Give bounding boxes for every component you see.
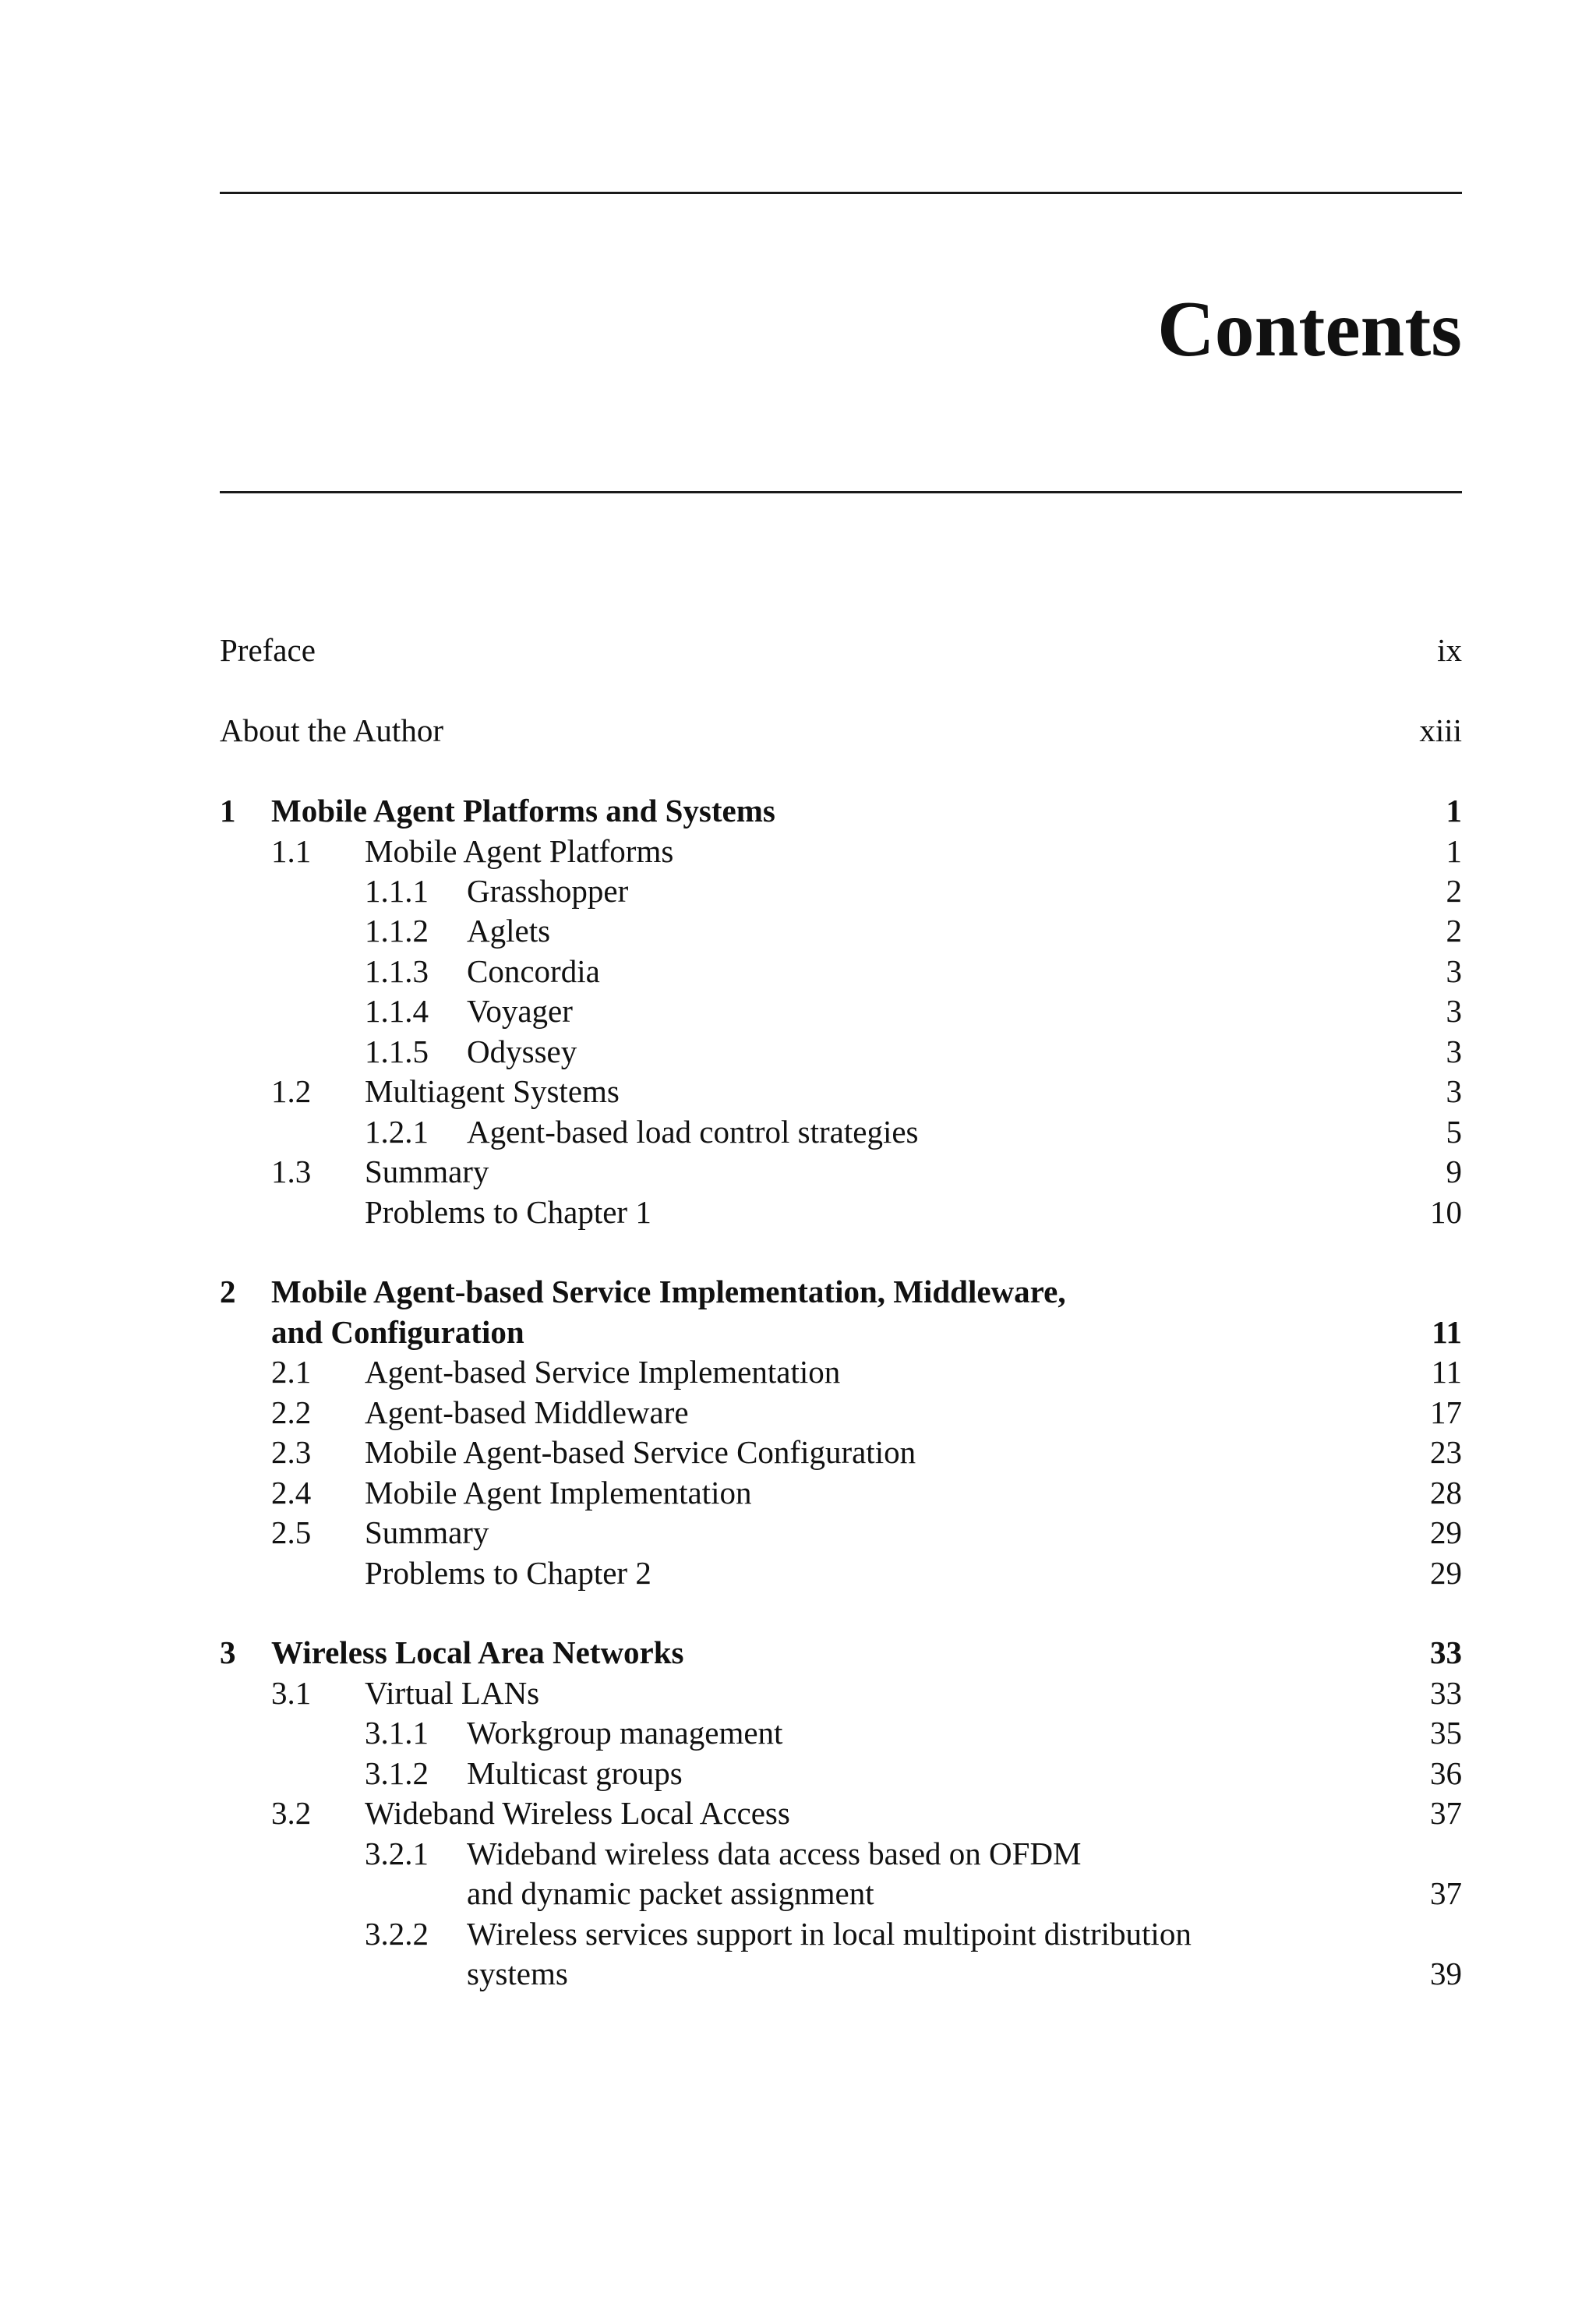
toc-entry-page: 37 <box>1430 1795 1462 1831</box>
table-of-contents <box>220 0 1462 2318</box>
toc-entry-page: 5 <box>1446 1114 1462 1150</box>
toc-entry-text: Grasshopper <box>467 873 629 909</box>
toc-entry-text: Summary <box>365 1154 489 1189</box>
toc-entry-page: 3 <box>1446 1034 1462 1069</box>
toc-entry-number: 1.1.1 <box>365 873 429 909</box>
toc-entry-text: Summary <box>365 1514 489 1550</box>
toc-entry-number: 2.4 <box>271 1475 312 1511</box>
toc-entry-number: 3.2 <box>271 1795 312 1831</box>
toc-entry-number: 2 <box>220 1274 236 1309</box>
toc-entry-text: Mobile Agent Platforms <box>365 833 674 869</box>
toc-entry-number: 2.1 <box>271 1354 312 1390</box>
toc-subsection-continuation[interactable] <box>220 1953 1462 1994</box>
toc-entry-page: 2 <box>1446 913 1462 949</box>
toc-subsection[interactable] <box>220 1753 1462 1793</box>
toc-entry-number: 3.2.2 <box>365 1916 429 1952</box>
toc-entry-text: Wideband wireless data access based on OFDM <box>467 1836 1082 1871</box>
toc-entry-page: 3 <box>1446 993 1462 1029</box>
toc-entry-text: Aglets <box>467 913 551 949</box>
toc-entry-page: 33 <box>1430 1634 1462 1670</box>
toc-entry-page: 35 <box>1430 1715 1462 1751</box>
toc-chapter-3[interactable] <box>220 1632 1462 1673</box>
toc-entry-text: Mobile Agent Implementation <box>365 1475 752 1511</box>
toc-entry-number: 1.2.1 <box>365 1114 429 1150</box>
toc-entry-page: 1 <box>1446 833 1462 869</box>
toc-entry-number: 1 <box>220 793 236 829</box>
toc-entry-number: 3 <box>220 1634 236 1670</box>
toc-entry-page: 11 <box>1432 1314 1462 1350</box>
toc-entry-about-author[interactable] <box>220 710 1462 751</box>
toc-entry-number: 2.5 <box>271 1514 312 1550</box>
toc-entry-text: Mobile Agent-based Service Configuration <box>365 1434 916 1470</box>
toc-entry-text: Agent-based load control strategies <box>467 1114 919 1150</box>
toc-subsection[interactable] <box>220 951 1462 991</box>
toc-entry-text: and dynamic packet assignment <box>467 1875 874 1911</box>
toc-subsection[interactable] <box>220 1031 1462 1072</box>
toc-subsection[interactable] <box>220 991 1462 1031</box>
toc-entry-number: 3.1.1 <box>365 1715 429 1751</box>
toc-entry-number: 1.1 <box>271 833 312 869</box>
toc-entry-text: Multicast groups <box>467 1755 683 1791</box>
toc-section-problems[interactable] <box>220 1553 1462 1593</box>
toc-subsection-continuation[interactable] <box>220 1873 1462 1913</box>
toc-entry-number: 1.1.5 <box>365 1034 429 1069</box>
toc-section[interactable] <box>220 1151 1462 1192</box>
toc-entry-page: 3 <box>1446 953 1462 989</box>
toc-entry-number: 1.3 <box>271 1154 312 1189</box>
toc-entry-page: 9 <box>1446 1154 1462 1189</box>
toc-entry-text: Mobile Agent Platforms and Systems <box>271 793 775 829</box>
toc-entry-page: 10 <box>1430 1194 1462 1230</box>
toc-entry-number: 3.2.1 <box>365 1836 429 1871</box>
toc-entry-page: 17 <box>1430 1394 1462 1430</box>
toc-entry-text: Wideband Wireless Local Access <box>365 1795 790 1831</box>
toc-entry-text: Agent-based Service Implementation <box>365 1354 841 1390</box>
toc-entry-page: 39 <box>1430 1956 1462 1991</box>
toc-subsection[interactable] <box>220 910 1462 951</box>
toc-section[interactable] <box>220 831 1462 871</box>
toc-entry-text: Preface <box>220 632 316 668</box>
toc-entry-page: 3 <box>1446 1073 1462 1109</box>
toc-entry-number: 2.3 <box>271 1434 312 1470</box>
toc-entry-text: and Configuration <box>271 1314 524 1350</box>
toc-entry-page: 29 <box>1430 1555 1462 1591</box>
toc-entry-text: Wireless Local Area Networks <box>271 1634 684 1670</box>
toc-subsection[interactable] <box>220 1111 1462 1152</box>
toc-entry-page: 1 <box>1446 793 1462 829</box>
toc-section[interactable] <box>220 1472 1462 1513</box>
toc-entry-number: 3.1 <box>271 1675 312 1711</box>
toc-entry-number: 1.1.4 <box>365 993 429 1029</box>
toc-section[interactable] <box>220 1432 1462 1472</box>
toc-entry-text: Wireless services support in local multipoint distribution <box>467 1916 1192 1952</box>
toc-entry-page: 28 <box>1430 1475 1462 1511</box>
toc-entry-page: 37 <box>1430 1875 1462 1911</box>
toc-entry-page: 33 <box>1430 1675 1462 1711</box>
toc-chapter-2[interactable] <box>220 1271 1462 1312</box>
toc-entry-text: Odyssey <box>467 1034 577 1069</box>
toc-chapter-2-continuation[interactable] <box>220 1312 1462 1352</box>
toc-entry-text: Agent-based Middleware <box>365 1394 689 1430</box>
toc-section[interactable] <box>220 1392 1462 1433</box>
toc-subsection[interactable] <box>220 1712 1462 1753</box>
toc-entry-number: 1.2 <box>271 1073 312 1109</box>
toc-entry-text: Virtual LANs <box>365 1675 540 1711</box>
toc-entry-text: Concordia <box>467 953 600 989</box>
toc-entry-number: 1.1.3 <box>365 953 429 989</box>
toc-entry-text: Mobile Agent-based Service Implementation, Middleware, <box>271 1274 1066 1309</box>
toc-subsection[interactable] <box>220 1833 1462 1874</box>
toc-section[interactable] <box>220 1512 1462 1553</box>
toc-entry-page: 23 <box>1430 1434 1462 1470</box>
toc-entry-preface[interactable] <box>220 630 1462 670</box>
toc-subsection[interactable] <box>220 871 1462 911</box>
toc-section[interactable] <box>220 1071 1462 1111</box>
toc-entry-text: Problems to Chapter 2 <box>365 1555 651 1591</box>
toc-subsection[interactable] <box>220 1913 1462 1954</box>
toc-entry-text: Voyager <box>467 993 573 1029</box>
toc-section-problems[interactable] <box>220 1192 1462 1232</box>
toc-entry-number: 1.1.2 <box>365 913 429 949</box>
page-title: Contents <box>1156 285 1462 373</box>
toc-entry-number: 3.1.2 <box>365 1755 429 1791</box>
toc-entry-page: 2 <box>1446 873 1462 909</box>
toc-entry-page: ix <box>1437 632 1462 668</box>
toc-section[interactable] <box>220 1793 1462 1833</box>
toc-entry-text: Workgroup management <box>467 1715 783 1751</box>
toc-section[interactable] <box>220 1673 1462 1713</box>
toc-entry-page: 11 <box>1431 1354 1462 1390</box>
toc-entry-page: 36 <box>1430 1755 1462 1791</box>
toc-entry-page: xiii <box>1419 712 1462 748</box>
toc-entry-number: 2.2 <box>271 1394 312 1430</box>
toc-entry-text: Multiagent Systems <box>365 1073 620 1109</box>
toc-entry-text: systems <box>467 1956 568 1991</box>
toc-entry-text: About the Author <box>220 712 443 748</box>
toc-chapter-1[interactable] <box>220 790 1462 831</box>
toc-section[interactable] <box>220 1352 1462 1392</box>
toc-entry-page: 29 <box>1430 1514 1462 1550</box>
toc-entry-text: Problems to Chapter 1 <box>365 1194 651 1230</box>
